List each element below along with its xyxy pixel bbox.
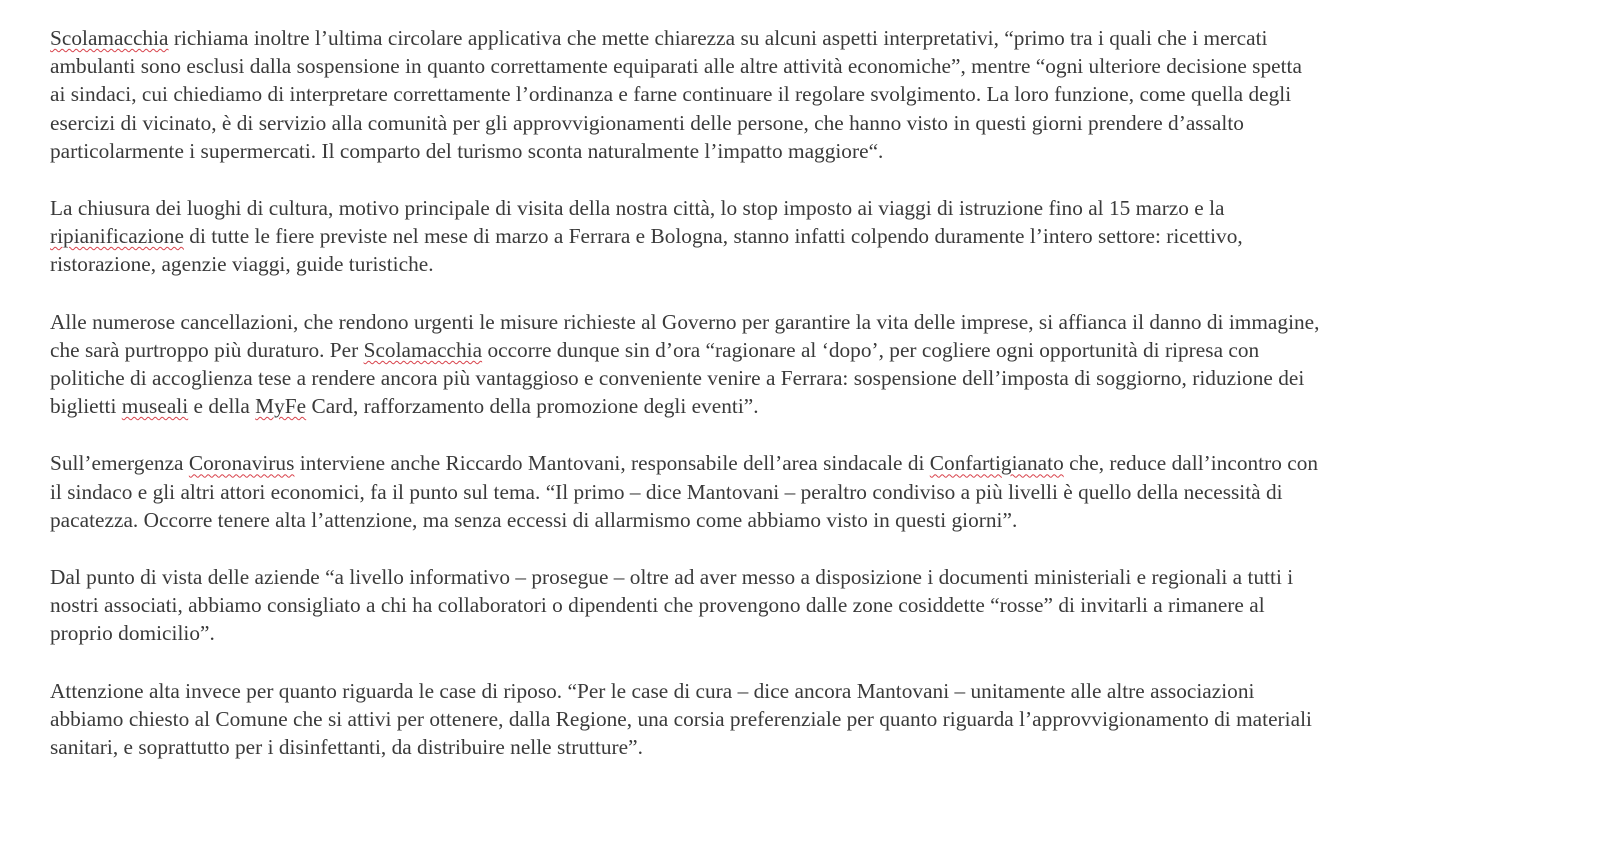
text-run: esercizi di vicinato, è di servizio alla comunità per gli approvvigionamenti delle persone, che hanno visto in questi giorni prendere d’assalto bbox=[50, 110, 1244, 135]
text-line bbox=[50, 677, 1565, 705]
text-line bbox=[50, 506, 1565, 534]
text-line bbox=[50, 705, 1565, 733]
text-line bbox=[50, 109, 1565, 137]
text-run: il sindaco e gli altri attori economici, fa il punto sul tema. “Il primo – dice Mantovani – peraltro condiviso a più livelli è quello della necessità di bbox=[50, 479, 1283, 504]
text-line bbox=[50, 52, 1565, 80]
text-line bbox=[50, 449, 1565, 477]
text-line bbox=[50, 250, 1565, 278]
text-run: biglietti bbox=[50, 394, 122, 419]
spellcheck-flagged-word: museali bbox=[121, 394, 189, 419]
paragraph bbox=[50, 677, 1565, 762]
text-line bbox=[50, 308, 1565, 336]
text-run: Attenzione alta invece per quanto riguarda le case di riposo. “Per le case di cura – dice ancora Mantovani – unitamente alle altre associazioni bbox=[50, 678, 1255, 703]
text-run: politiche di accoglienza tese a rendere ancora più vantaggioso e conveniente venire a Ferrara: sospensione dell’imposta di soggiorno, riduzione dei bbox=[50, 366, 1305, 391]
text-run: che, reduce dall’incontro con bbox=[1063, 451, 1319, 476]
text-line bbox=[50, 222, 1565, 250]
document-body bbox=[50, 24, 1565, 790]
text-run: Card, rafforzamento della promozione degli eventi”. bbox=[306, 394, 759, 419]
paragraph bbox=[50, 194, 1565, 279]
spellcheck-flagged-word: Scolamacchia bbox=[50, 26, 169, 50]
text-line bbox=[50, 563, 1565, 591]
spellcheck-flagged-word: Scolamacchia bbox=[363, 337, 483, 362]
text-run: La chiusura dei luoghi di cultura, motivo principale di visita della nostra città, lo stop imposto ai viaggi di istruzione fino al 15 marzo e la bbox=[50, 196, 1225, 221]
text-run: abbiamo chiesto al Comune che si attivi per ottenere, dalla Regione, una corsia preferenziale per quanto riguarda l’approvvigionamento di materiali bbox=[50, 706, 1312, 731]
text-run: e della bbox=[188, 394, 256, 419]
text-line bbox=[50, 364, 1565, 392]
paragraph bbox=[50, 563, 1565, 648]
text-run: occorre dunque sin d’ora “ragionare al ‘dopo’, per cogliere ogni opportunità di ripresa con bbox=[482, 337, 1260, 362]
text-line bbox=[50, 733, 1565, 761]
text-run: ristorazione, agenzie viaggi, guide turistiche. bbox=[50, 252, 434, 277]
text-run: Sull’emergenza bbox=[50, 451, 189, 476]
text-run: di tutte le fiere previste nel mese di marzo a Ferrara e Bologna, stanno infatti colpendo duramente l’intero settore: ricettivo, bbox=[183, 224, 1243, 249]
text-line bbox=[50, 392, 1565, 420]
text-run: sanitari, e soprattutto per i disinfettanti, da distribuire nelle strutture”. bbox=[50, 735, 643, 760]
text-run: interviene anche Riccardo Mantovani, responsabile dell’area sindacale di bbox=[294, 451, 930, 476]
spellcheck-flagged-word: Confartigianato bbox=[929, 451, 1064, 476]
text-run: Dal punto di vista delle aziende “a livello informativo – prosegue – oltre ad aver messo a disposizione i documenti ministeriali e regionali a tutti i bbox=[50, 565, 1294, 590]
text-line bbox=[50, 24, 1565, 52]
text-run: che sarà purtroppo più duraturo. Per bbox=[50, 337, 364, 362]
text-run: pacatezza. Occorre tenere alta l’attenzione, ma senza eccessi di allarmismo come abbiamo visto in questi giorni”. bbox=[50, 507, 1018, 532]
text-line bbox=[50, 336, 1565, 364]
text-line bbox=[50, 619, 1565, 647]
text-line bbox=[50, 80, 1565, 108]
text-line bbox=[50, 478, 1565, 506]
text-run: ai sindaci, cui chiediamo di interpretare correttamente l’ordinanza e farne continuare il regolare svolgimento. La loro funzione, come quella degli bbox=[50, 82, 1292, 107]
paragraph bbox=[50, 308, 1565, 421]
paragraph bbox=[50, 24, 1565, 165]
paragraph bbox=[50, 449, 1565, 534]
spellcheck-flagged-word: Coronavirus bbox=[188, 451, 295, 476]
text-line bbox=[50, 194, 1565, 222]
text-line bbox=[50, 137, 1565, 165]
text-run: nostri associati, abbiamo consigliato a chi ha collaboratori o dipendenti che provengono dalle zone cosiddette “rosse” di invitarli a rimanere al bbox=[50, 593, 1265, 618]
text-run: proprio domicilio”. bbox=[50, 621, 215, 646]
text-line bbox=[50, 591, 1565, 619]
text-run: richiama inoltre l’ultima circolare applicativa che mette chiarezza su alcuni aspetti interpretativi, “primo tra i quali che i mercati bbox=[168, 26, 1268, 50]
spellcheck-flagged-word: MyFe bbox=[255, 394, 307, 419]
spellcheck-flagged-word: ripianificazione bbox=[50, 224, 184, 249]
text-run: ambulanti sono esclusi dalla sospensione in quanto correttamente equiparati alle altre attività economiche”, mentre “ogni ulteriore decisione spetta bbox=[50, 54, 1302, 79]
text-run: Alle numerose cancellazioni, che rendono urgenti le misure richieste al Governo per garantire la vita delle imprese, si affianca il danno di immagine, bbox=[50, 309, 1320, 334]
text-run: particolarmente i supermercati. Il comparto del turismo sconta naturalmente l’impatto maggiore“. bbox=[50, 138, 884, 163]
